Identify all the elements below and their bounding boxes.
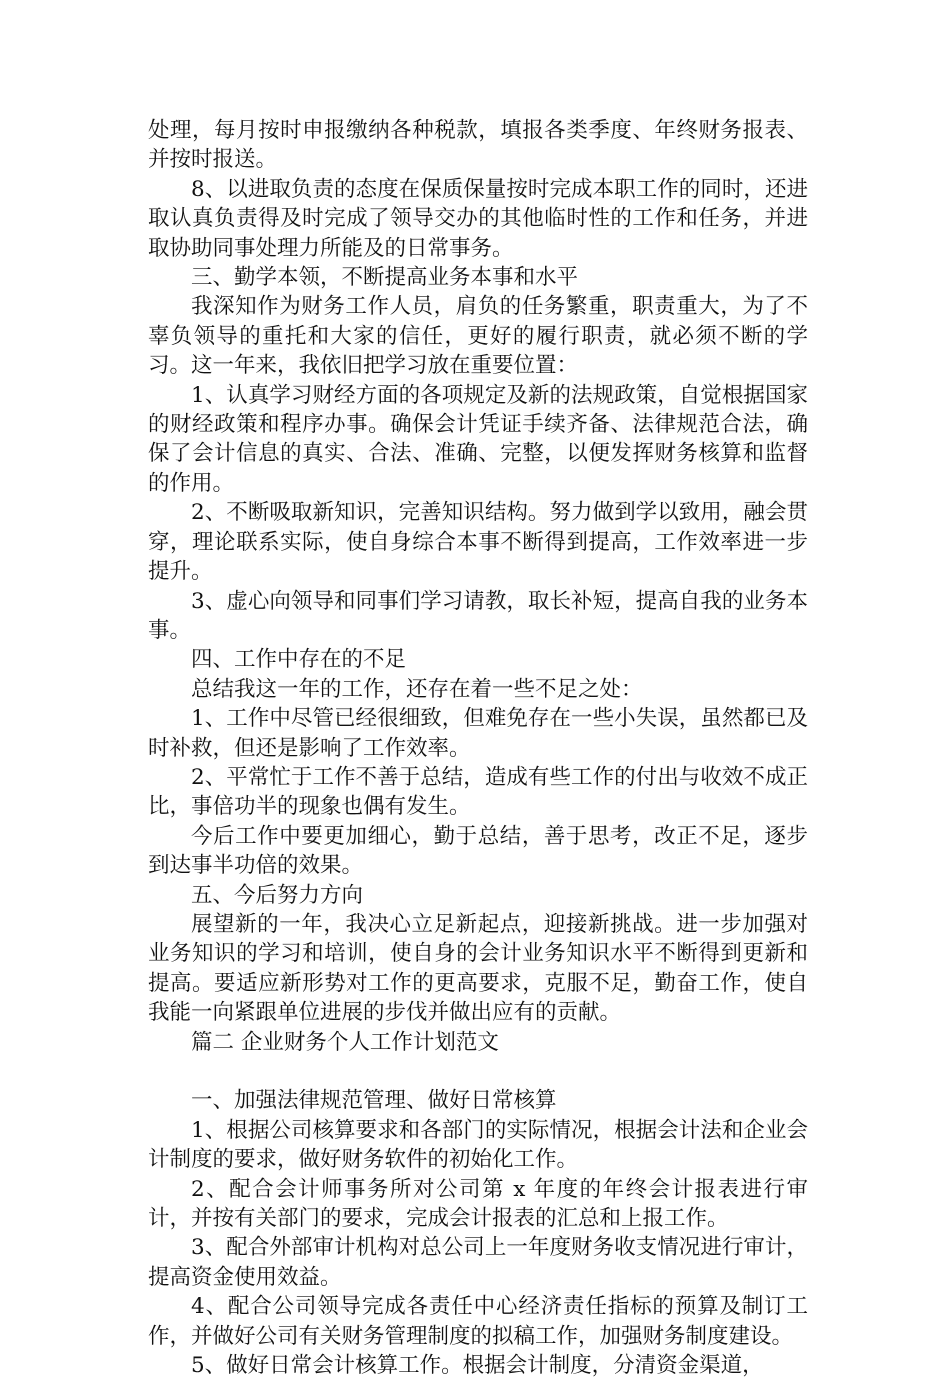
paragraph: 我深知作为财务工作人员，肩负的任务繁重，职责重大，为了不辜负领导的重托和大家的信任，更好的履行职责，就必须不断的学习。这一年来，我依旧把学习放在重要位置： xyxy=(148,294,808,379)
paragraph: 今后工作中要更加细心，勤于总结，善于思考，改正不足，逐步到达事半功倍的效果。 xyxy=(148,823,808,879)
paragraph: 总结我这一年的工作，还存在着一些不足之处： xyxy=(191,676,643,702)
section-heading: 三、勤学本领，不断提高业务本事和水平 xyxy=(191,265,579,291)
paragraph: 2、配合会计师事务所对公司第 x 年度的年终会计报表进行审计，并按有关部门的要求，完成会计报表的汇总和上报工作。 xyxy=(148,1176,808,1232)
paragraph: 8、以进取负责的态度在保质保量按时完成本职工作的同时，还进取认真负责得及时完成了领导交办的其他临时性的工作和任务，并进取协助同事处理力所能及的日常事务。 xyxy=(148,176,808,261)
section-heading: 五、今后努力方向 xyxy=(191,882,364,908)
section-heading: 四、工作中存在的不足 xyxy=(191,647,407,673)
document-page xyxy=(148,116,808,1380)
paragraph: 1、根据公司核算要求和各部门的实际情况，根据会计法和企业会计制度的要求，做好财务软件的初始化工作。 xyxy=(148,1117,808,1173)
paragraph: 1、工作中尽管已经很细致，但难免存在一些小失误，虽然都已及时补救，但还是影响了工作效率。 xyxy=(148,706,808,761)
paragraph: 1、认真学习财经方面的各项规定及新的法规政策，自觉根据国家的财经政策和程序办事。确保会计凭证手续齐备、法律规范合法，确保了会计信息的真实、合法、准确、完整，以便发挥财务核算和监督的作用。 xyxy=(148,382,808,496)
paragraph: 处理，每月按时申报缴纳各种税款，填报各类季度、年终财务报表、并按时报送。 xyxy=(148,118,808,173)
paragraph: 展望新的一年，我决心立足新起点，迎接新挑战。进一步加强对业务知识的学习和培训，使自身的会计业务知识水平不断得到更新和提高。要适应新形势对工作的更高要求，克服不足，勤奋工作，使自我能一向紧跟单位进展的步伐并做出应有的贡献。 xyxy=(148,911,808,1026)
article-title: 篇二 企业财务个人工作计划范文 xyxy=(191,1029,499,1055)
paragraph: 5、做好日常会计核算工作。根据会计制度，分清资金渠道， xyxy=(191,1353,764,1379)
paragraph: 2、不断吸取新知识，完善知识结构。努力做到学以致用，融会贯穿，理论联系实际，使自身综合本事不断得到提高，工作效率进一步提升。 xyxy=(148,500,808,585)
paragraph: 3、配合外部审计机构对总公司上一年度财务收支情况进行审计，提高资金使用效益。 xyxy=(148,1235,808,1290)
paragraph: 2、平常忙于工作不善于总结，造成有些工作的付出与收效不成正比，事倍功半的现象也偶有发生。 xyxy=(148,764,808,820)
paragraph: 3、虚心向领导和同事们学习请教，取长补短，提高自我的业务本事。 xyxy=(148,588,808,643)
section-heading: 一、加强法律规范管理、做好日常核算 xyxy=(191,1088,557,1114)
paragraph: 4、配合公司领导完成各责任中心经济责任指标的预算及制订工作，并做好公司有关财务管理制度的拟稿工作，加强财务制度建设。 xyxy=(148,1294,808,1349)
blank-line xyxy=(148,1057,808,1086)
